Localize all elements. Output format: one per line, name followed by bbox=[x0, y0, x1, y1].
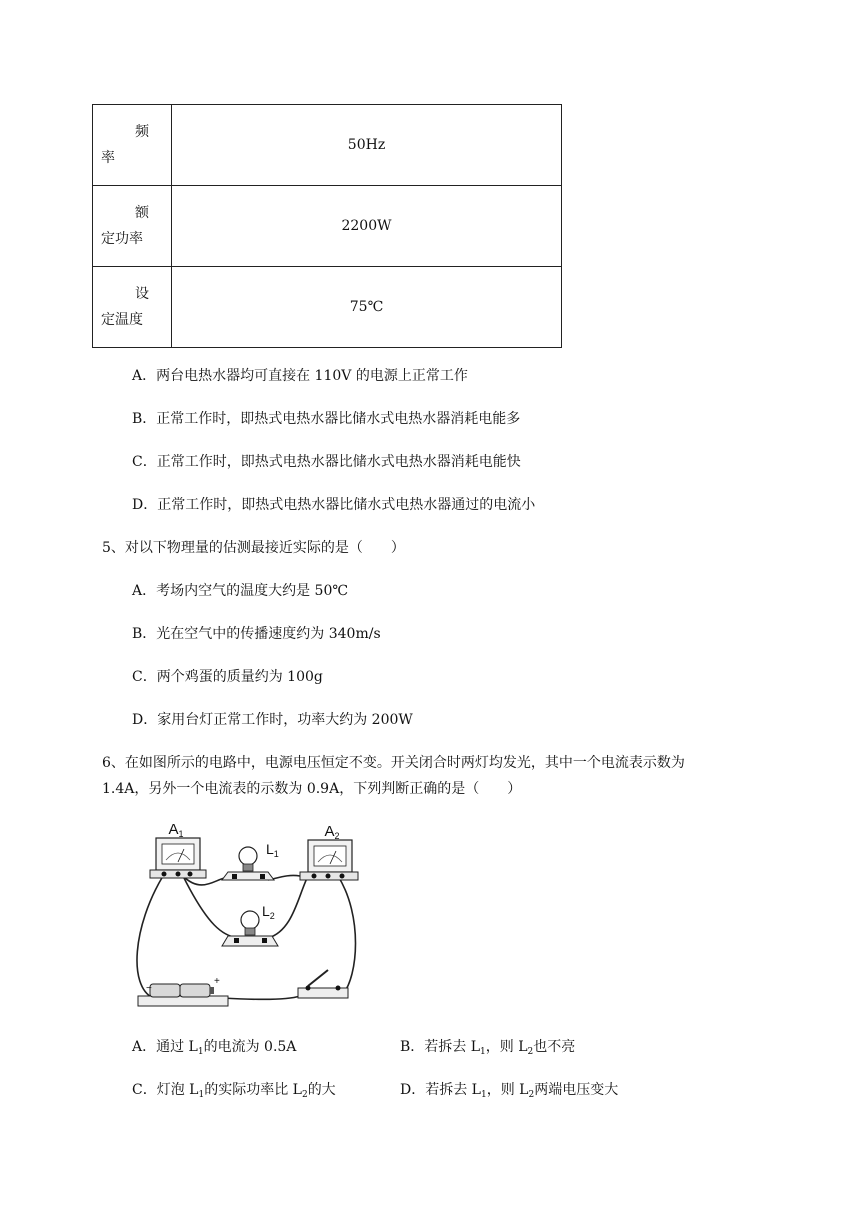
spec-table bbox=[92, 104, 562, 348]
q6-option-d: D．若拆去 $L_1$，则 $L_2$两端电压变大 bbox=[400, 1082, 619, 1100]
row-label: 额 定功率 bbox=[93, 186, 172, 267]
q5-option-a: A．考场内空气的温度大约是 50℃ bbox=[132, 583, 349, 599]
ammeter-a2 bbox=[300, 840, 358, 880]
q6-stem-line1: 6、在如图所示的电路中，电源电压恒定不变。开关闭合时两灯均发光，其中一个电流表示数为 bbox=[102, 755, 685, 771]
battery-plus-label: + bbox=[214, 976, 220, 987]
row-value: 75℃ bbox=[172, 267, 562, 348]
ammeter-a1 bbox=[150, 838, 206, 878]
q4-option-b: B．正常工作时，即热式电热水器比储水式电热水器消耗电能多 bbox=[132, 411, 521, 427]
q5-option-c: C．两个鸡蛋的质量约为 100g bbox=[132, 669, 323, 685]
q5-option-d: D．家用台灯正常工作时，功率大约为 200W bbox=[132, 712, 413, 728]
q6-stem-line2: 1.4A，另外一个电流表的示数为 0.9A，下列判断正确的是（ ） bbox=[102, 781, 522, 797]
q6-option-a: A．通过 $L_1$的电流为 0.5A bbox=[132, 1039, 297, 1057]
q4-option-c: C．正常工作时，即热式电热水器比储水式电热水器消耗电能快 bbox=[132, 454, 521, 470]
table-row bbox=[93, 267, 562, 348]
row-value: 50Hz bbox=[172, 105, 562, 186]
q5-stem: 5、对以下物理量的估测最接近实际的是（ ） bbox=[102, 540, 405, 556]
lamp-l2-label: $L_2$ bbox=[262, 903, 275, 921]
q5-option-b: B．光在空气中的传播速度约为 340m/s bbox=[132, 626, 381, 642]
switch bbox=[298, 970, 348, 998]
q4-option-d: D．正常工作时，即热式电热水器比储水式电热水器通过的电流小 bbox=[132, 497, 536, 513]
ammeter-a2-label: $A_2$ bbox=[324, 823, 340, 841]
lamp-l1-label: $L_1$ bbox=[266, 841, 279, 859]
q4-option-a: A．两台电热水器均可直接在 110V 的电源上正常工作 bbox=[132, 368, 468, 384]
row-label: 设 定温度 bbox=[93, 267, 172, 348]
row-value: 2200W bbox=[172, 186, 562, 267]
circuit-diagram bbox=[128, 816, 368, 1016]
q6-option-c: C．灯泡 $L_1$的实际功率比 $L_2$的大 bbox=[132, 1082, 336, 1100]
battery-minus-label: − bbox=[146, 983, 152, 994]
q6-option-b: B．若拆去 $L_1$，则 $L_2$也不亮 bbox=[400, 1039, 576, 1057]
row-label: 频 率 bbox=[93, 105, 172, 186]
table-row bbox=[93, 186, 562, 267]
ammeter-a1-label: $A_1$ bbox=[168, 821, 184, 839]
table-row bbox=[93, 105, 562, 186]
